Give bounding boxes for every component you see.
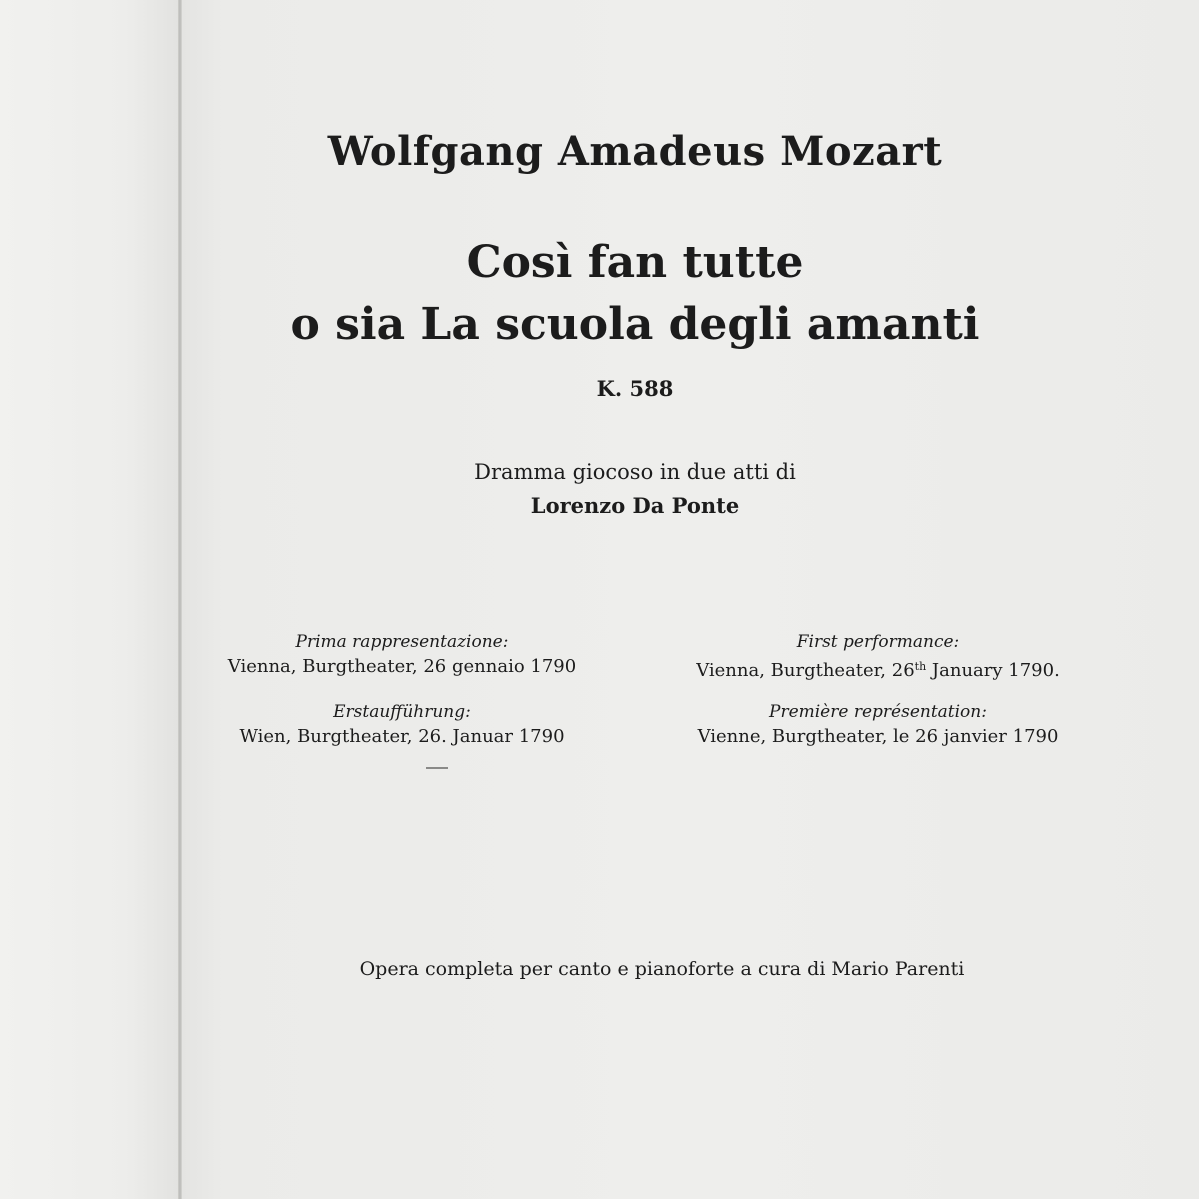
ordinal-suffix: th — [914, 660, 927, 673]
performance-label: Erstaufführung: — [333, 702, 471, 722]
librettist-name: Lorenzo Da Ponte — [530, 493, 740, 518]
detail-date-post: January 1790. — [926, 660, 1060, 681]
performance-label: First performance: — [796, 632, 960, 652]
performance-detail: Vienna, Burgtheater, 26 gennaio 1790 — [227, 656, 577, 677]
performance-detail — [672, 654, 1084, 684]
ornament-dash — [426, 767, 448, 769]
performance-detail: Wien, Burgtheater, 26. Januar 1790 — [239, 726, 565, 747]
composer-name: Wolfgang Amadeus Mozart — [327, 128, 943, 175]
title-line-1: Così fan tutte — [466, 237, 804, 288]
performance-detail: Vienne, Burgtheater, le 26 janvier 1790 — [697, 726, 1059, 747]
opera-title — [182, 232, 1088, 356]
edition-note: Opera completa per canto e pianoforte a cura di Mario Parenti — [359, 958, 965, 980]
left-page — [0, 0, 180, 1199]
first-performance-italian — [222, 630, 582, 680]
performance-label: Prima rappresentazione: — [295, 632, 509, 652]
performance-label: Première représentation: — [769, 702, 987, 722]
detail-date-pre: Vienna, Burgtheater, 26 — [696, 660, 915, 681]
title-line-2: o sia La scuola degli amanti — [290, 299, 980, 350]
first-performance-german — [222, 700, 582, 750]
right-page — [182, 0, 1199, 1199]
first-performance-french — [672, 700, 1084, 750]
catalog-number: K. 588 — [596, 376, 674, 401]
genre-line: Dramma giocoso in due atti di — [474, 460, 796, 484]
first-performance-english — [672, 630, 1084, 684]
